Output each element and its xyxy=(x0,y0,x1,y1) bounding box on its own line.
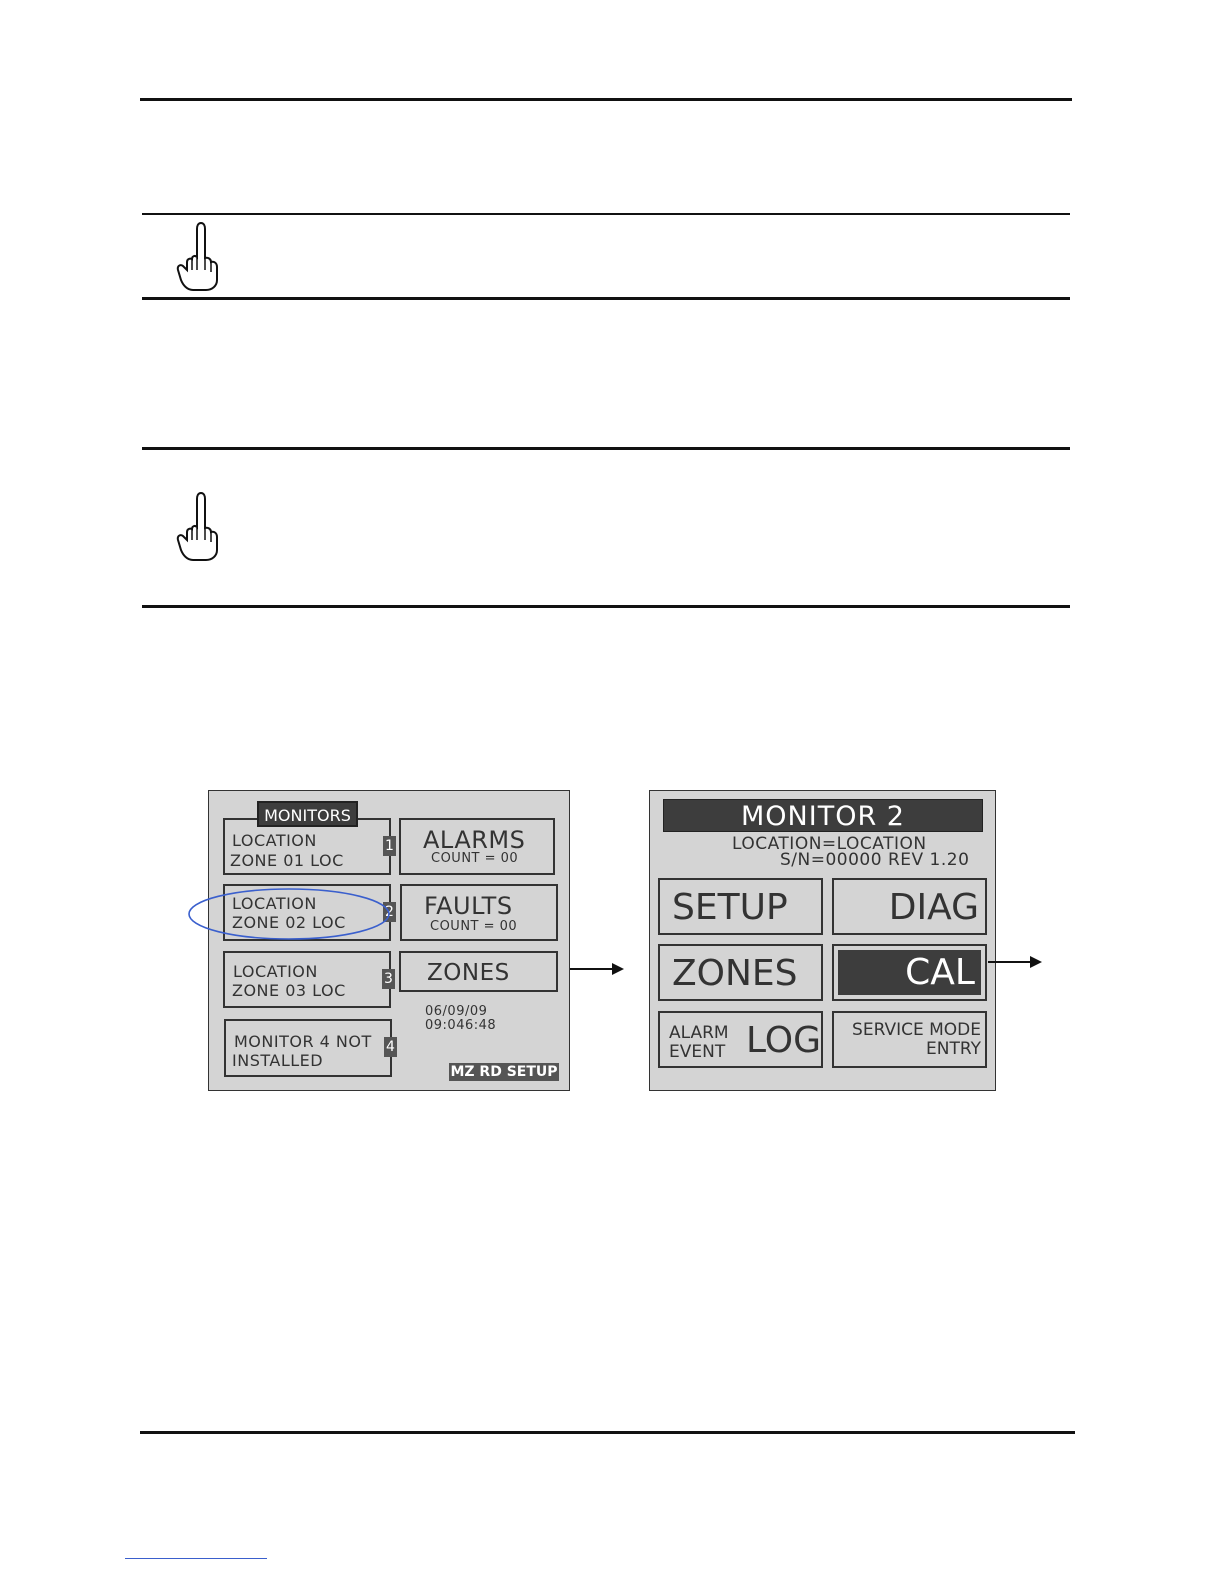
monitor-4-button[interactable] xyxy=(224,1019,392,1077)
note-2-bottom-rule xyxy=(142,605,1070,608)
zone-2-line1: LOCATION xyxy=(232,894,317,913)
entry-label: ENTRY xyxy=(926,1039,981,1059)
zone-1-line2: ZONE 01 LOC xyxy=(230,851,344,870)
zones-button[interactable] xyxy=(658,944,823,1001)
arrow-to-monitor-screen xyxy=(570,968,614,970)
zone-3-number: 3 xyxy=(382,969,395,989)
service-mode-entry-button[interactable] xyxy=(832,1011,987,1068)
zone-3-line1: LOCATION xyxy=(233,962,318,981)
header-rule xyxy=(140,98,1072,101)
zones-button-label: ZONES xyxy=(427,960,510,986)
alarm-event-log-button[interactable] xyxy=(658,1011,823,1068)
setup-label: SETUP xyxy=(672,887,788,928)
faults-button[interactable] xyxy=(400,884,558,941)
monitor-2-screen xyxy=(649,790,996,1091)
log-label: LOG xyxy=(746,1020,822,1061)
monitors-label: MONITORS xyxy=(257,801,358,827)
serial-line: S/N=00000 REV 1.20 xyxy=(780,850,970,870)
time-readout: 09:046:48 xyxy=(425,1018,497,1033)
zone-1-line1: LOCATION xyxy=(232,831,317,850)
alarm-label: ALARM xyxy=(669,1023,729,1043)
zone-2-highlight-ellipse xyxy=(186,885,396,943)
arrow-head-icon xyxy=(612,963,624,975)
cal-button[interactable] xyxy=(832,944,987,1001)
footer-rule xyxy=(140,1431,1075,1434)
note-2-top-rule xyxy=(142,447,1070,450)
note-1-top-rule xyxy=(142,213,1070,215)
faults-title: FAULTS xyxy=(424,892,513,920)
cal-label: CAL xyxy=(905,952,975,993)
zone-3-button[interactable] xyxy=(223,951,391,1008)
pointing-hand-icon xyxy=(175,220,223,292)
footnote-link-rule xyxy=(125,1558,267,1559)
location-line: LOCATION=LOCATION xyxy=(732,834,927,854)
setup-button[interactable] xyxy=(658,878,823,935)
diag-label: DIAG xyxy=(888,887,979,928)
diag-button[interactable] xyxy=(832,878,987,935)
alarms-title: ALARMS xyxy=(423,826,526,854)
zone-3-line2: ZONE 03 LOC xyxy=(232,981,346,1000)
monitor-4-number: 4 xyxy=(384,1037,397,1057)
zone-2-line2: ZONE 02 LOC xyxy=(232,913,346,932)
event-label: EVENT xyxy=(669,1042,726,1062)
arrow-head-icon xyxy=(1030,956,1042,968)
monitor-4-line1: MONITOR 4 NOT xyxy=(234,1032,372,1051)
zones-label: ZONES xyxy=(672,953,798,994)
monitor-4-line2: INSTALLED xyxy=(232,1051,324,1070)
date-readout: 06/09/09 xyxy=(425,1004,488,1019)
monitor-title: MONITOR 2 xyxy=(663,799,983,832)
mz-rd-setup-button[interactable]: MZ RD SETUP xyxy=(450,1064,558,1080)
alarms-count: COUNT = 00 xyxy=(431,851,519,866)
service-mode-label: SERVICE MODE xyxy=(852,1020,981,1040)
faults-count: COUNT = 00 xyxy=(430,919,518,934)
zone-1-number: 1 xyxy=(383,836,396,856)
zones-button[interactable] xyxy=(399,951,558,992)
note-1-bottom-rule xyxy=(142,297,1070,300)
pointing-hand-icon xyxy=(175,490,223,562)
alarms-button[interactable] xyxy=(399,818,555,875)
arrow-from-cal xyxy=(988,961,1032,963)
zone-2-number: 2 xyxy=(383,902,396,922)
